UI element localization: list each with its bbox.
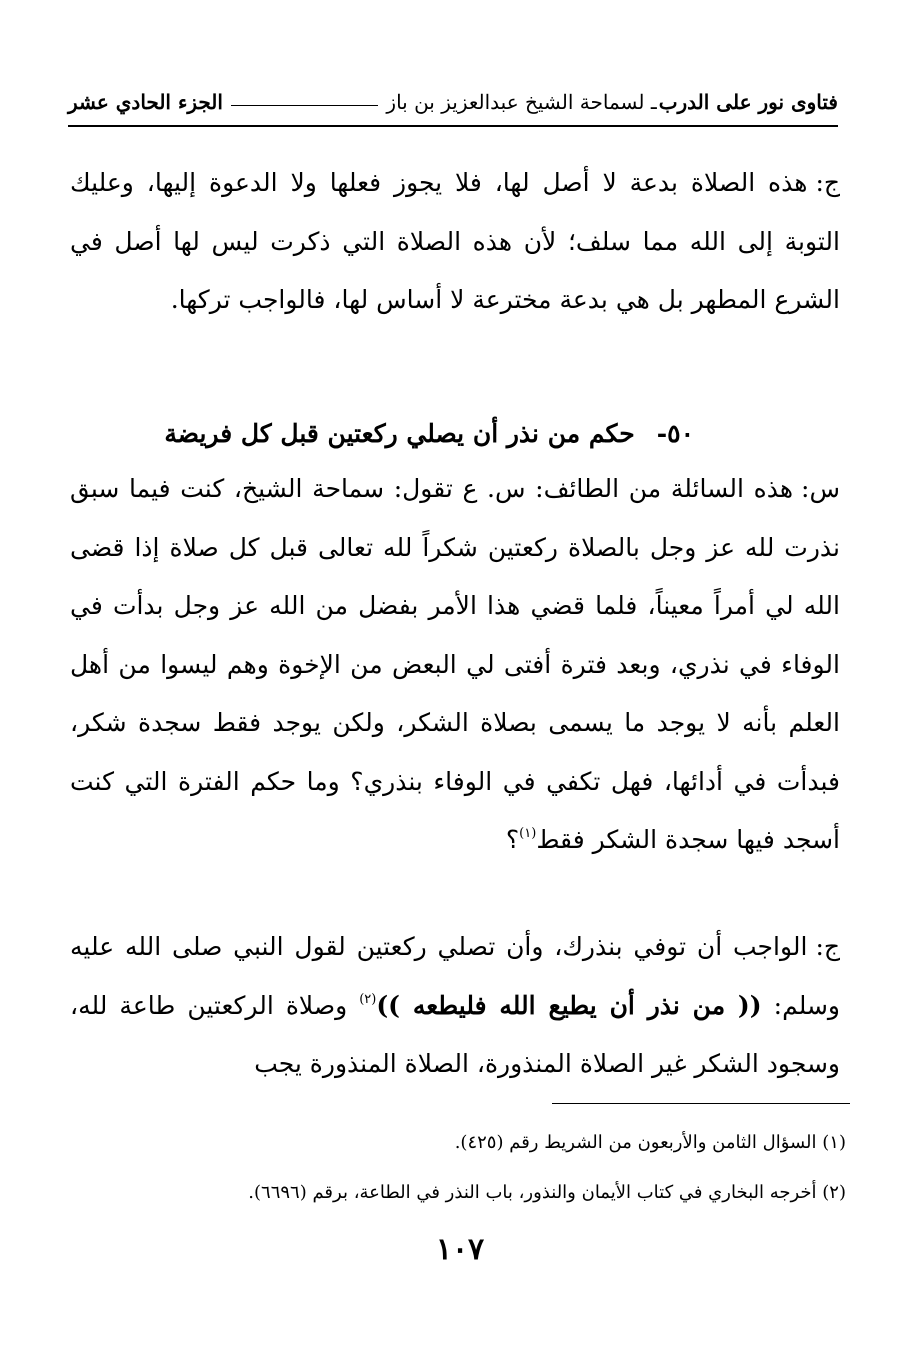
footnote-ref-1: (١)	[519, 826, 537, 841]
answer-paragraph-1	[70, 154, 840, 330]
book-title: فتاوى نور على الدرب	[658, 90, 838, 114]
footnote-2: (٢) أخرجه البخاري في كتاب الأيمان والنذور، باب النذر في الطاعة، برقم (٦٦٩٦).	[248, 1182, 846, 1203]
hadith-quote: (( من نذر أن يطيع الله فليطعه ))	[376, 990, 762, 1020]
answer-label-2: ج:	[815, 932, 840, 961]
answer-text: هذه الصلاة بدعة لا أصل لها، فلا يجوز فعلها ولا الدعوة إليها، وعليك التوبة إلى الله مما سلف؛ لأن هذه الصلاة التي ذكرت ليس لها أصل في الشرع المطهر بل هي بدعة مخترعة لا أساس لها، فالواجب تركها.	[70, 168, 840, 314]
section-title: حكم من نذر أن يصلي ركعتين قبل كل فريضة	[164, 419, 635, 448]
page-number: ١٠٧	[435, 1232, 485, 1267]
footnote-separator	[552, 1103, 850, 1104]
section-number: ٥٠-	[656, 419, 694, 448]
question-end-mark: ؟	[505, 825, 520, 854]
footnote-1: (١) السؤال الثامن والأربعون من الشريط رقم (٤٢٥).	[454, 1132, 846, 1153]
footnote-ref-2: (٢)	[359, 991, 377, 1007]
section-heading	[164, 412, 694, 456]
question-label: س:	[801, 474, 840, 503]
running-header	[68, 84, 838, 120]
header-dash-rule	[231, 105, 378, 106]
header-divider	[68, 125, 838, 127]
volume-label: الجزء الحادي عشر	[68, 90, 223, 114]
question-paragraph	[70, 460, 840, 870]
author-name: ـ لسماحة الشيخ عبدالعزيز بن باز	[386, 90, 657, 114]
question-text: هذه السائلة من الطائف: س. ع تقول: سماحة الشيخ، كنت فيما سبق نذرت لله عز وجل بالصلاة ركعتين شكراً لله تعالى قبل كل صلاة إذا قضى الله لي أمراً معيناً، فلما قضي هذا الأمر بفضل من الله عز وجل بدأت في الوفاء في نذري، وبعد فترة أفتى لي البعض من الإخوة وهم ليسوا من أهل العلم بأنه لا يوجد ما يسمى بصلاة الشكر، ولكن يوجد فقط سجدة شكر، فبدأت في أدائها، فهل تكفي في الوفاء بنذري؟ وما حكم الفترة التي كنت أسجد فيها سجدة الشكر فقط	[70, 474, 841, 854]
answer-text-after-quote: وصلاة الركعتين طاعة لله، وسجود الشكر غير الصلاة المنذورة، الصلاة المنذورة يجب	[70, 990, 840, 1078]
answer-label: ج:	[815, 168, 840, 197]
answer-paragraph-2	[70, 918, 840, 1094]
answer-text-before-quote: الواجب أن توفي بنذرك، وأن تصلي ركعتين لقول النبي صلى الله عليه وسلم:	[70, 932, 840, 1020]
